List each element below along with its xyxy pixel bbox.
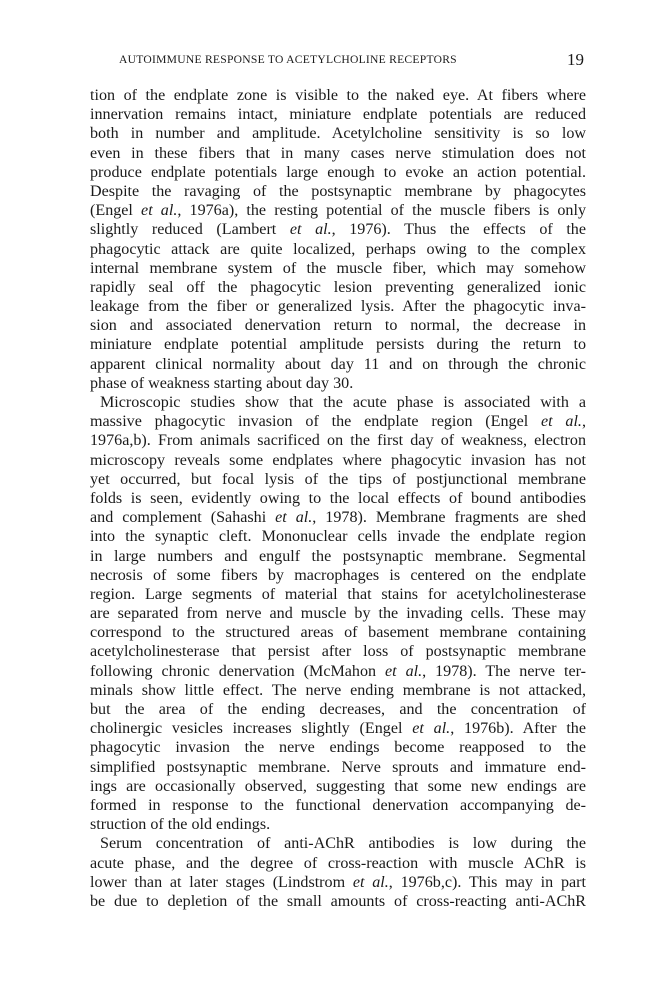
text-line: apparent clinical normality about day 11 and on through the chronic <box>90 355 586 373</box>
text-line: leakage from the fiber or generalized lysis. After the phagocytic inva- <box>90 298 586 316</box>
text-line: innervation remains intact, miniature endplate potentials are reduced <box>90 106 586 124</box>
text-line: ings are occasionally observed, suggesting that some new endings are <box>90 777 586 795</box>
text-line: internal membrane system of the muscle fiber, which may somehow <box>90 259 586 277</box>
text-line: rapidly seal off the phagocytic lesion preventing generalized ionic <box>90 278 586 296</box>
text-line: microscopy reveals some endplates where phagocytic invasion has not <box>90 451 586 469</box>
text-line: cholinergic vesicles increases slightly (Engel et al., 1976b). After the <box>90 720 586 738</box>
text-line: both in number and amplitude. Acetylcholine sensitivity is so low <box>90 125 586 143</box>
text-line: simplified postsynaptic membrane. Nerve sprouts and immature end- <box>90 758 586 776</box>
text-line: massive phagocytic invasion of the endplate region (Engel et al., <box>90 413 586 431</box>
text-line: acetylcholinesterase that persist after loss of postsynaptic membrane <box>90 643 586 661</box>
text-line: folds is seen, evidently owing to the local effects of bound antibodies <box>90 489 586 507</box>
running-title: AUTOIMMUNE RESPONSE TO ACETYLCHOLINE RECEPTORS <box>119 53 457 66</box>
text-line: Serum concentration of anti-AChR antibodies is low during the <box>100 835 586 853</box>
text-line: into the synaptic cleft. Mononuclear cells invade the endplate region <box>90 528 586 546</box>
text-line: miniature endplate potential amplitude persists during the return to <box>90 336 586 354</box>
text-line: tion of the endplate zone is visible to the naked eye. At fibers where <box>90 87 586 104</box>
text-line: but the area of the ending decreases, and the concentration of <box>90 701 586 718</box>
text-line: yet occurred, but focal lysis of the tips of postjunctional membrane <box>90 470 586 488</box>
text-line: slightly reduced (Lambert et al., 1976). Thus the effects of the <box>90 221 586 239</box>
text-line: are separated from nerve and muscle by the invading cells. These may <box>90 605 586 623</box>
text-line: 1976a,b). From animals sacrificed on the first day of weakness, electron <box>90 432 586 450</box>
text-line: and complement (Sahashi et al., 1978). Membrane fragments are shed <box>90 509 586 527</box>
text-line: formed in response to the functional denervation accompanying de- <box>90 796 586 814</box>
paragraph <box>90 86 586 393</box>
paragraph <box>90 393 586 834</box>
text-line: Microscopic studies show that the acute phase is associated with a <box>100 394 586 411</box>
text-line: region. Large segments of material that stains for acetylcholinesterase <box>90 585 586 603</box>
text-line: minals show little effect. The nerve ending membrane is not attacked, <box>90 681 586 699</box>
text-line: sion and associated denervation return to normal, the decrease in <box>90 317 586 335</box>
text-line: phagocytic invasion the nerve endings become reapposed to the <box>90 739 586 757</box>
body-text <box>90 86 586 911</box>
text-line: phagocytic attack are quite localized, perhaps owing to the complex <box>90 240 586 258</box>
text-line: lower than at later stages (Lindstrom et al., 1976b,c). This may in part <box>90 873 586 891</box>
text-line: struction of the old endings. <box>90 816 271 834</box>
text-line: phase of weakness starting about day 30. <box>90 374 354 392</box>
text-line: produce endplate potentials large enough to evoke an action potential. <box>90 163 586 181</box>
text-line: acute phase, and the degree of cross-reaction with muscle AChR is <box>90 854 586 872</box>
text-line: necrosis of some fibers by macrophages is centered on the endplate <box>90 566 586 584</box>
running-head <box>100 50 584 72</box>
text-line: following chronic denervation (McMahon et al., 1978). The nerve ter- <box>90 662 586 680</box>
text-line: correspond to the structured areas of basement membrane containing <box>90 624 586 642</box>
text-line: Despite the ravaging of the postsynaptic membrane by phagocytes <box>90 182 586 200</box>
page-number: 19 <box>567 50 584 69</box>
paragraph <box>90 834 586 911</box>
text-line: be due to depletion of the small amounts of cross-reacting anti-AChR <box>90 892 586 910</box>
text-line: (Engel et al., 1976a), the resting potential of the muscle fibers is only <box>90 202 586 220</box>
text-line: in large numbers and engulf the postsynaptic membrane. Segmental <box>90 547 586 565</box>
text-line: even in these fibers that in many cases nerve stimulation does not <box>90 144 586 162</box>
